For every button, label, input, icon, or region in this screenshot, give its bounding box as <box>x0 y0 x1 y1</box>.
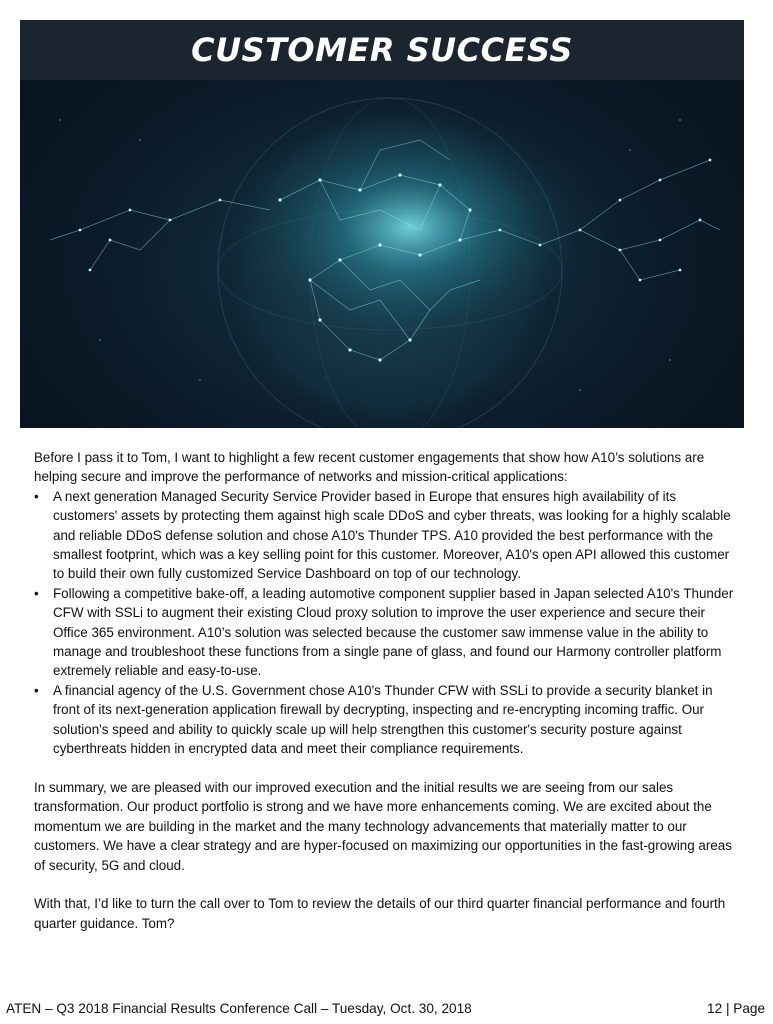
list-item-text: A financial agency of the U.S. Government chose A10's Thunder CFW with SSLi to provide a security blanket in front of its next-generation application firewall by decrypting, inspecting and re-encrypting incoming traffic. Our solution's speed and ability to quickly scale up will help strengthen this customer's security posture against cyberthreats hidden in encrypted data and meet their compliance requirements. <box>53 682 713 757</box>
list-item-text: A next generation Managed Security Service Provider based in Europe that ensures high availability of its customers' assets by protecting them against high scale DDoS and cyber threats, was looking for a highly scalable and reliable DDoS defense solution and chose A10's Thunder TPS. A10 provided the best performance with the smallest footprint, which was a key selling point for this customer. Moreover, A10's open API allowed this customer to build their own fully customized Service Dashboard on top of our technology. <box>53 488 731 582</box>
article-body <box>34 448 734 933</box>
list-item <box>34 681 734 759</box>
hero-banner <box>20 20 744 80</box>
hero-title: CUSTOMER SUCCESS <box>191 31 573 69</box>
globe-network-illustration <box>20 80 744 428</box>
closing-paragraph: With that, I’d like to turn the call over to Tom to review the details of our third quarter financial performance and fourth quarter guidance. Tom? <box>34 896 726 931</box>
summary-paragraph: In summary, we are pleased with our improved execution and the initial results we are seeing from our sales transformation. Our product portfolio is strong and we have more enhancements coming. We are excited about the momentum we are building in the market and the many technology advancements that materially matter to our customers. We have a clear strategy and are hyper-focused on maximizing our opportunities in the fast-growing areas of security, 5G and cloud. <box>34 779 732 873</box>
page-footer <box>6 1001 765 1016</box>
bullet-marker: • <box>34 682 39 698</box>
list-item <box>34 487 734 584</box>
list-item-text: Following a competitive bake-off, a leading automotive component supplier based in Japan selected A10's Thunder CFW with SSLi to augment their existing Cloud proxy solution to improve the user experience and secure their Office 365 environment. A10’s solution was selected because the customer saw immense value in the ability to manage and troubleshoot these functions from a single pane of glass, and found our Harmony controller platform extremely reliable and easy-to-use. <box>53 585 734 679</box>
bullet-marker: • <box>34 585 39 601</box>
list-item <box>34 584 734 681</box>
hero-image <box>20 20 744 428</box>
intro-paragraph: Before I pass it to Tom, I want to highlight a few recent customer engagements that show how A10’s solutions are helping secure and improve the performance of networks and mission-critical applications: <box>34 450 705 485</box>
bullet-marker: • <box>34 488 39 504</box>
page-number: 12 | Page <box>707 1001 765 1016</box>
footer-title: ATEN – Q3 2018 Financial Results Conference Call – Tuesday, Oct. 30, 2018 <box>6 1001 472 1016</box>
customer-list <box>34 487 734 759</box>
